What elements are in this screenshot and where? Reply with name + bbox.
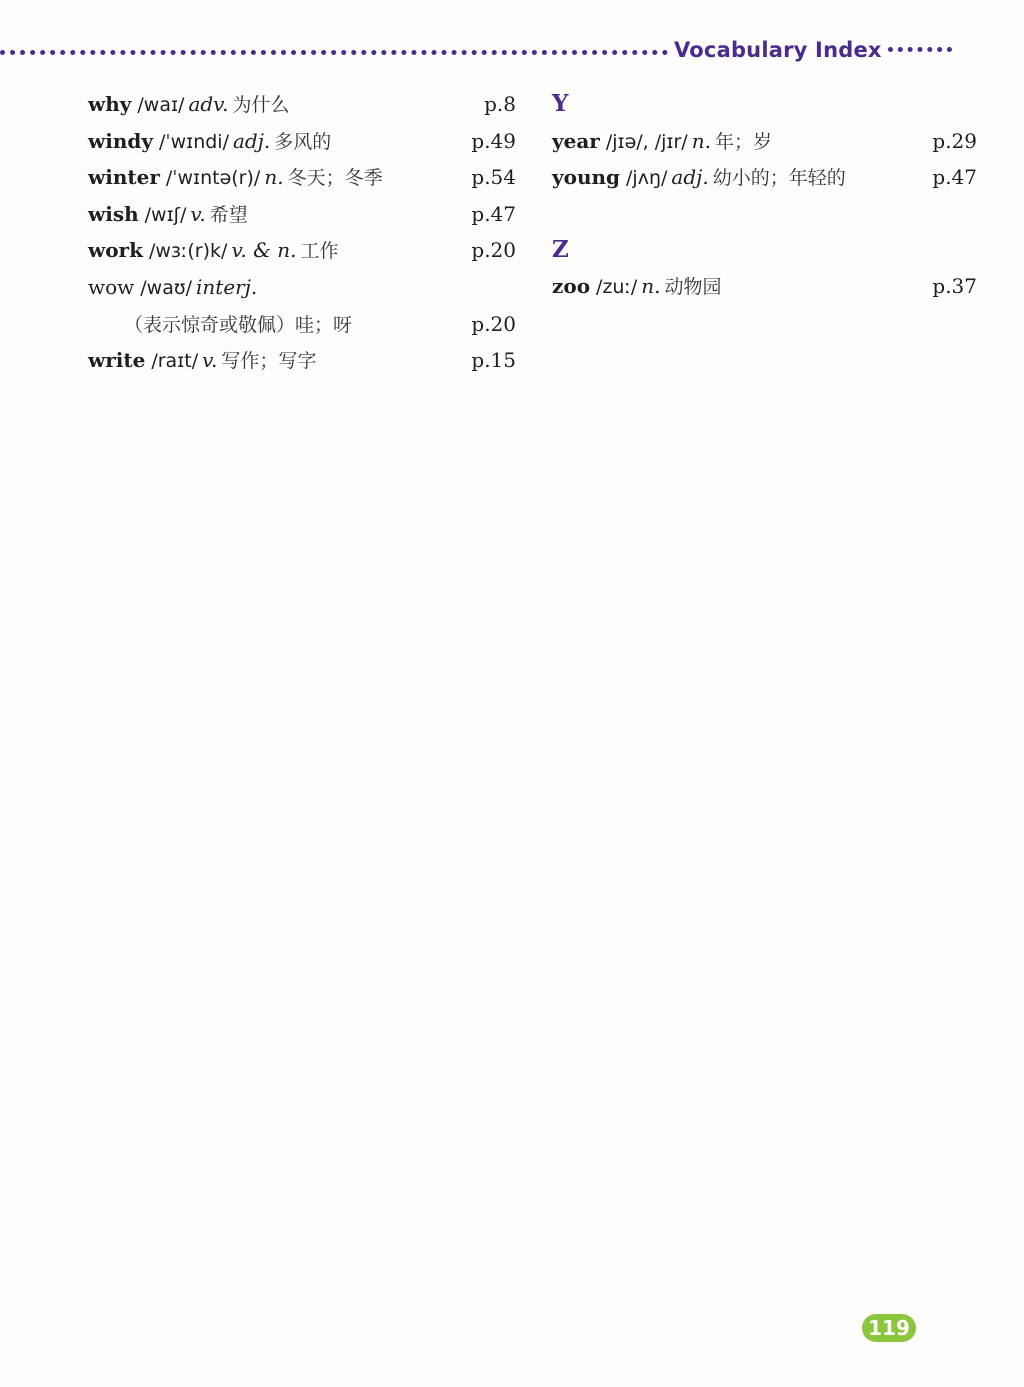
vocab-entry-wish — [88, 196, 516, 233]
entry-pos: v. — [202, 348, 218, 373]
entry-meaning: 年；岁 — [714, 130, 772, 153]
vocab-entry-zoo — [552, 268, 977, 305]
vocab-entry-year — [552, 123, 977, 160]
entry-page: p.8 — [484, 92, 516, 116]
entry-pos: adj. — [232, 128, 271, 153]
entry-word: windy — [88, 128, 153, 153]
entry-ipa: /ˈwɪndi/ — [158, 130, 229, 153]
section-letter-y: Y — [552, 90, 569, 117]
entry-page: p.47 — [932, 165, 977, 190]
entry-ipa: /wɪʃ/ — [144, 203, 187, 226]
vocab-entry-wow-continued — [88, 306, 516, 343]
entry-page: p.15 — [471, 348, 516, 373]
header-dotted-rule-end — [888, 47, 952, 52]
entry-word: wow — [88, 274, 135, 299]
entry-meaning: （表示惊奇或敬佩）哇；呀 — [124, 313, 353, 336]
entry-pos: adv. — [188, 92, 229, 116]
entry-pos: n. — [691, 128, 711, 153]
entry-word: why — [88, 92, 132, 116]
header-title: Vocabulary Index — [674, 38, 882, 62]
entry-pos: interj. — [196, 274, 258, 299]
entry-ipa: /waɪ/ — [137, 94, 185, 116]
vocab-entry-windy — [88, 123, 516, 160]
entry-page: p.37 — [932, 274, 977, 299]
entry-word: write — [88, 348, 146, 373]
entry-page: p.47 — [471, 201, 516, 226]
entry-ipa: /jʌŋ/ — [626, 167, 668, 190]
section-letter-z: Z — [552, 235, 569, 263]
entry-word: year — [552, 128, 600, 153]
entry-pos: v. — [190, 201, 206, 226]
vocab-entry-why — [88, 86, 516, 123]
entry-pos: n. — [264, 165, 284, 190]
entry-ipa: /zuː/ — [596, 276, 638, 299]
entry-word: work — [88, 238, 143, 263]
entry-meaning: 动物园 — [664, 276, 722, 299]
entry-page: p.20 — [471, 311, 516, 336]
entry-meaning: 幼小的；年轻的 — [712, 167, 846, 190]
vocab-entry-write — [88, 342, 516, 379]
entry-meaning: 工作 — [300, 240, 339, 263]
left-column — [88, 86, 516, 379]
entry-page: p.54 — [471, 165, 516, 190]
entry-meaning: 写作；写字 — [221, 350, 317, 373]
entry-pos: adj. — [671, 165, 709, 190]
vocab-entry-winter — [88, 159, 516, 196]
entry-pos: n. — [641, 274, 661, 299]
header-dotted-rule — [0, 50, 668, 55]
entry-meaning: 多风的 — [274, 130, 332, 153]
entry-word: winter — [88, 165, 160, 190]
entry-word: zoo — [552, 274, 591, 299]
entry-meaning: 希望 — [209, 203, 248, 226]
vocab-entry-work — [88, 232, 516, 269]
page-number-badge: 119 — [862, 1314, 916, 1342]
entry-page: p.49 — [471, 128, 516, 153]
entry-page: p.20 — [471, 238, 516, 263]
vocab-entry-wow — [88, 269, 516, 306]
entry-page: p.29 — [932, 128, 977, 153]
vocab-entry-young — [552, 159, 977, 196]
entry-ipa: /raɪt/ — [151, 350, 199, 373]
entry-ipa: /wɜː(r)k/ — [148, 240, 228, 263]
entry-ipa: /ˈwɪntə(r)/ — [165, 167, 261, 190]
entry-word: wish — [88, 201, 139, 226]
right-column — [552, 86, 977, 305]
entry-meaning: 为什么 — [232, 94, 290, 116]
entry-ipa: /jɪə/, /jɪr/ — [605, 130, 688, 153]
section-spacer — [552, 196, 977, 232]
entry-pos: v. & n. — [231, 238, 297, 263]
entry-ipa: /waʊ/ — [140, 276, 193, 299]
entry-meaning: 冬天；冬季 — [287, 167, 383, 190]
header-bar — [0, 38, 960, 64]
entry-word: young — [552, 165, 621, 190]
